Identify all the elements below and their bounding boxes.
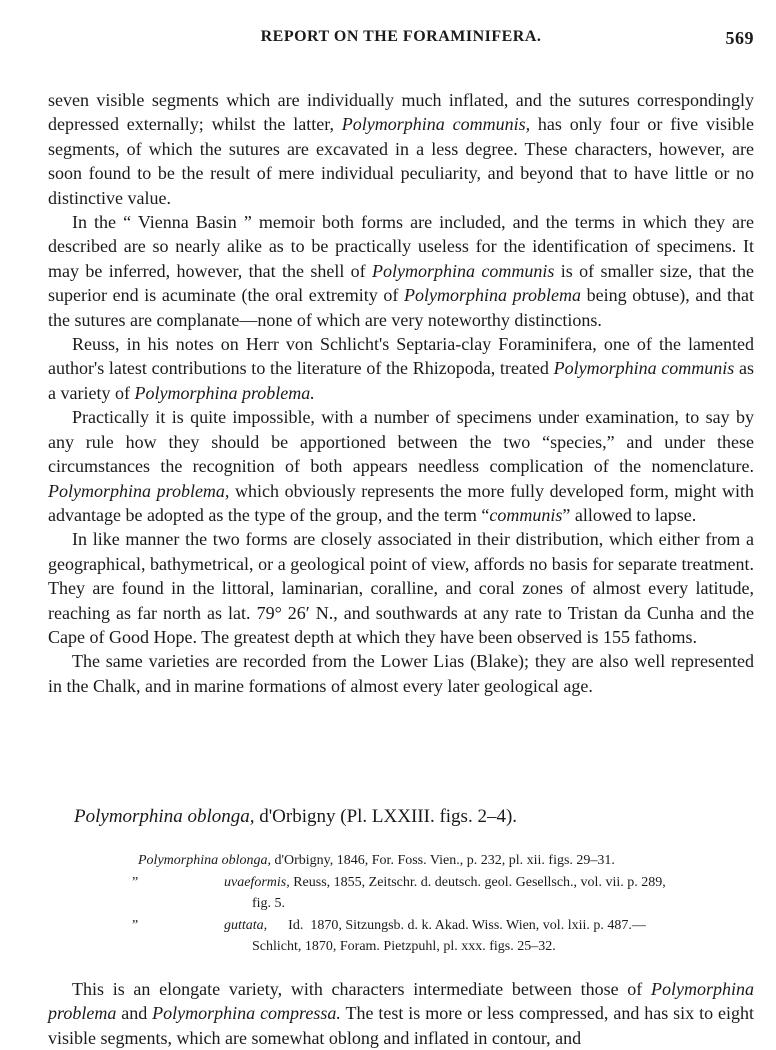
text-run: as a variety of (48, 358, 754, 403)
italic-taxon: Polymorphina problema (48, 979, 754, 1024)
synonym-name: Polymorphina oblonga, (138, 853, 271, 868)
synonymy-entry (138, 850, 754, 872)
text-run: ” allowed to lapse. (562, 504, 697, 525)
paragraph (48, 649, 754, 698)
ditto-mark: ” (132, 874, 139, 890)
italic-taxon: Polymorphina communis (553, 358, 735, 379)
text-run: Reuss, in his notes on Herr von Schlicht's Septaria-clay Foraminifera, one of the lamented author's latest contributions to the literature of the Rhizopoda, treated (48, 334, 754, 379)
ditto-mark: ” (132, 917, 139, 933)
italic-taxon: Polymorphina problema, (48, 480, 230, 501)
synonymy-entry (132, 872, 754, 915)
species-heading (74, 806, 517, 828)
synonym-citation: Reuss, 1855, Zeitschr. d. deutsch. geol. Gesellsch., vol. vii. p. 289, (289, 874, 666, 890)
synonym-citation-continued: Schlicht, 1870, Foram. Pietzpuhl, pl. xxx. figs. 25–32. (252, 939, 556, 954)
running-header (48, 28, 754, 54)
species-name: Polymorphina oblonga, (74, 806, 255, 827)
synonym-citation: Id. 1870, Sitzungsb. d. k. Akad. Wiss. Wien, vol. lxii. p. 487.— (267, 917, 646, 933)
synonymy-list (132, 850, 754, 958)
page-number: 569 (725, 28, 754, 48)
italic-taxon: Polymorphina problema. (134, 382, 315, 403)
text-run: The same varieties are recorded from the Lower Lias (Blake); they are also well represented in the Chalk, and in marine formations of almost every later geological age. (48, 651, 754, 696)
paragraph (48, 210, 754, 332)
text-run: and (116, 1003, 153, 1024)
paragraph (48, 977, 754, 1050)
synonym-citation: d'Orbigny, 1846, For. Foss. Vien., p. 232, pl. xii. figs. 29–31. (271, 853, 615, 868)
italic-taxon: Polymorphina compressa. (152, 1003, 341, 1024)
paragraph (48, 332, 754, 405)
text-run: is of smaller size, that the superior end is acuminate (the oral extremity of (48, 260, 754, 306)
closing-paragraph (48, 977, 754, 1050)
paragraph (48, 405, 754, 527)
text-run: which obviously represents the more fully developed form, might with advantage be adopted as the type of the group, and the term “ (48, 480, 754, 525)
text-run: In like manner the two forms are closely associated in their distribution, which either from a geographical, bathymetrical, or a geological point of view, affords no basis for separate treatment. They are found in the littoral, laminarian, coralline, and coral zones of almost every latitude, reaching as far north as lat. 79° 26′ N., and southwards at any rate to Tristan da Cunha and the Cape of Good Hope. The greatest depth at which they have been observed is 155 fathoms. (48, 529, 754, 647)
paragraph (48, 88, 754, 210)
text-run: has only four or five visible segments, of which the sutures are excavated in a less degree. These characters, however, are soon found to be the result of mere individual peculiarity, and beyond that to have little or no distinctive value. (48, 114, 754, 208)
text-run: seven visible segments which are individually much inflated, and the sutures correspondingly depressed externally; whilst the latter, (48, 90, 754, 135)
species-reference: d'Orbigny (Pl. LXXIII. figs. 2–4). (254, 806, 518, 827)
text-run: This is an elongate variety, with characters intermediate between those of (72, 979, 651, 999)
italic-taxon: Polymorphina communis, (341, 114, 531, 135)
text-run: Practically it is quite impossible, with a number of specimens under examination, to say by any rule how they should be apportioned between the two “species,” and under these circumstances the recognition of both appears needless complication of the nomenclature. (48, 407, 754, 477)
italic-taxon: Polymorphina communis (372, 260, 555, 281)
italic-taxon: communis (489, 504, 563, 525)
text-run: The test is more or less compressed, and has six to eight visible segments, which are somewhat oblong and inflated in contour, and (48, 1003, 754, 1048)
synonym-name: uvaeformis, (224, 874, 290, 890)
synonymy-entry (132, 915, 754, 958)
italic-taxon: Polymorphina problema (404, 285, 581, 306)
body-text (48, 88, 754, 698)
paragraph (48, 527, 754, 649)
running-title: REPORT ON THE FORAMINIFERA. (260, 28, 542, 45)
synonym-name: guttata, (224, 917, 268, 933)
synonym-citation-continued: fig. 5. (252, 896, 286, 911)
text-run: In the “ Vienna Basin ” memoir both forms are included, and the terms in which they are described are so nearly alike as to be practically useless for the identification of specimens. It may be inferred, however, that the shell of (48, 212, 754, 281)
text-run: being obtuse), and that the sutures are complanate—none of which are very noteworthy distinctions. (48, 285, 754, 330)
